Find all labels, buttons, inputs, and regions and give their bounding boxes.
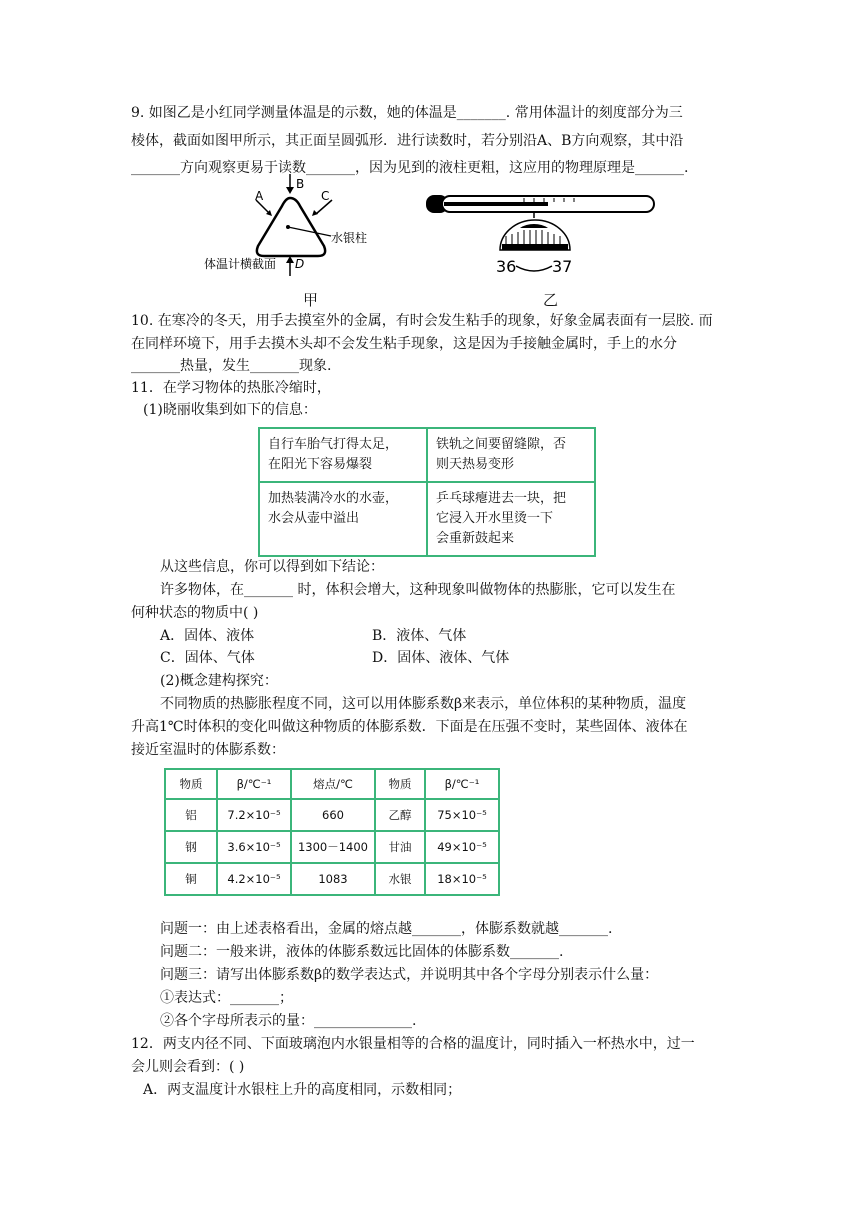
thermometer-cross-section-figure bbox=[200, 170, 370, 280]
info-table bbox=[258, 427, 596, 557]
table-row bbox=[165, 863, 499, 895]
figure-jia-caption: 甲 bbox=[303, 291, 319, 309]
q11-line1: 11．在学习物体的热胀冷缩时， bbox=[131, 380, 331, 396]
p2-line1: 不同物质的热膨胀程度不同，这可以用体膨系数β来表示，单位体积的某种物质，温度 bbox=[160, 696, 687, 712]
arrow-c-label: C bbox=[321, 189, 330, 203]
info-cell: 铁轨之间要留缝隙，否 则天热易变形 bbox=[427, 428, 595, 482]
question-3: 问题三：请写出体膨系数β的数学表达式，并说明其中各个字母分别表示什么量： bbox=[160, 967, 659, 983]
option-d: D．固体、液体、气体 bbox=[372, 650, 510, 666]
p2-line3: 接近室温时的体膨系数： bbox=[131, 742, 285, 758]
arrow-b-label: B bbox=[296, 177, 305, 191]
conclusion-line1: 许多物体，在_______ 时，体积会增大，这种现象叫做物体的热膨胀，它可以发生在 bbox=[160, 582, 676, 598]
option-a: A．固体、液体 bbox=[160, 628, 255, 644]
table-cell: 75×10⁻⁵ bbox=[425, 799, 499, 831]
table-cell: 18×10⁻⁵ bbox=[425, 863, 499, 895]
header-cell: 物质 bbox=[165, 769, 217, 799]
answer-letters: ②各个字母所表示的量：______________. bbox=[160, 1013, 417, 1029]
table-row bbox=[165, 799, 499, 831]
q11-sub2: (2)概念建构探究： bbox=[160, 673, 278, 689]
table-cell: 3.6×10⁻⁵ bbox=[217, 831, 291, 863]
table-cell: 660 bbox=[291, 799, 375, 831]
cross-section-label: 体温计横截面 bbox=[204, 257, 277, 271]
mercury-column-label: 水银柱 bbox=[331, 231, 368, 245]
table-cell: 1300－1400 bbox=[291, 831, 375, 863]
header-cell: 物质 bbox=[375, 769, 425, 799]
question-2: 问题二：一般来讲，液体的体膨系数远比固体的体膨系数_______. bbox=[160, 944, 564, 960]
info-cell: 加热装满冷水的水壶， 水会从壶中溢出 bbox=[259, 482, 427, 556]
arrow-d-label: D bbox=[295, 257, 305, 271]
q11-sub1: (1)晓丽收集到如下的信息： bbox=[143, 402, 317, 418]
option-b: B．液体、气体 bbox=[372, 628, 467, 644]
tick-37-label: 37 bbox=[552, 257, 573, 276]
tick-36-label: 36 bbox=[496, 257, 517, 276]
header-cell: 熔点/℃ bbox=[291, 769, 375, 799]
table-cell: 水银 bbox=[375, 863, 425, 895]
table-row bbox=[165, 831, 499, 863]
table-cell: 铝 bbox=[165, 799, 217, 831]
conclusion-intro: 从这些信息，你可以得到如下结论： bbox=[160, 559, 384, 575]
table-cell: 乙醇 bbox=[375, 799, 425, 831]
p2-line2: 升高1℃时体积的变化叫做这种物质的体膨系数．下面是在压强不变时，某些固体、液体在 bbox=[131, 719, 688, 735]
table-cell: 钢 bbox=[165, 831, 217, 863]
q9-line2: 棱体，截面如图甲所示，其正面呈圆弧形．进行读数时，若分别沿A、B方向观察，其中沿 bbox=[131, 133, 684, 149]
header-cell: β/℃⁻¹ bbox=[217, 769, 291, 799]
clinical-thermometer-figure bbox=[424, 188, 660, 276]
info-cell: 自行车胎气打得太足， 在阳光下容易爆裂 bbox=[259, 428, 427, 482]
answer-expression: ①表达式：_______； bbox=[160, 990, 293, 1006]
table-cell: 甘油 bbox=[375, 831, 425, 863]
figure-yi-caption: 乙 bbox=[543, 291, 559, 309]
q10-line2: 在同样环境下，用手去摸木头却不会发生粘手现象，这是因为手接触金属时，手上的水分 bbox=[131, 336, 677, 352]
table-cell: 1083 bbox=[291, 863, 375, 895]
question-1: 问题一：由上述表格看出，金属的熔点越_______，体膨系数就越_______. bbox=[160, 921, 613, 937]
table-cell: 4.2×10⁻⁵ bbox=[217, 863, 291, 895]
conclusion-line2: 何种状态的物质中( ) bbox=[131, 605, 259, 621]
table-cell: 49×10⁻⁵ bbox=[425, 831, 499, 863]
table-row bbox=[259, 428, 595, 482]
q12-line1: 12．两支内径不同、下面玻璃泡内水银量相等的合格的温度计，同时插入一杯热水中，过一 bbox=[131, 1036, 695, 1052]
q10-line3: _______热量，发生_______现象. bbox=[131, 358, 332, 374]
option-c: C．固体、气体 bbox=[160, 650, 255, 666]
info-cell: 乒乓球瘪进去一块，把 它浸入开水里烫一下 会重新鼓起来 bbox=[427, 482, 595, 556]
q12-option-a: A．两支温度计水银柱上升的高度相同，示数相同； bbox=[143, 1082, 462, 1098]
q9-line1: 9. 如图乙是小红同学测量体温是的示数，她的体温是_______. 常用体温计的刻度部分为三 bbox=[131, 105, 683, 121]
table-cell: 7.2×10⁻⁵ bbox=[217, 799, 291, 831]
arrow-a-label: A bbox=[255, 189, 264, 203]
table-row bbox=[259, 482, 595, 556]
header-cell: β/℃⁻¹ bbox=[425, 769, 499, 799]
q12-line2: 会儿则会看到：( ) bbox=[131, 1059, 245, 1075]
q9-line3: _______方向观察更易于读数_______，因为见到的液柱更粗，这应用的物理原理是_______. bbox=[131, 160, 689, 176]
table-header-row bbox=[165, 769, 499, 799]
q10-line1: 10. 在寒冷的冬天，用手去摸室外的金属，有时会发生粘手的现象，好象金属表面有一层胶. 而 bbox=[131, 313, 713, 329]
table-cell: 铜 bbox=[165, 863, 217, 895]
expansion-coefficient-table bbox=[164, 768, 500, 896]
